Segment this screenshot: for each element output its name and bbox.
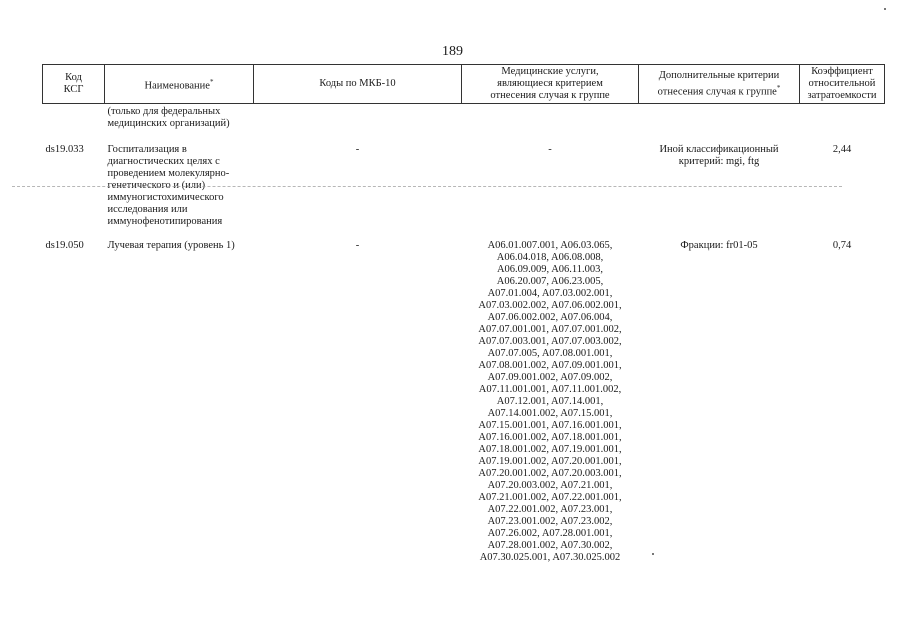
cell-line: - [548, 144, 552, 155]
row-name [105, 228, 254, 564]
row-coefficient: 2,44 [832, 144, 852, 155]
row-name [105, 104, 254, 131]
table-header [43, 65, 885, 104]
cell-line: A07.07.003.001, A07.07.003.002, [478, 336, 622, 347]
tariff-table [42, 64, 885, 564]
row-mkb: - [355, 144, 360, 155]
cell-line: исследования или [107, 204, 188, 215]
cell-line: A07.22.001.002, A07.23.001, [487, 504, 613, 515]
cell-line: иммуногистохимического [107, 192, 224, 203]
row-coefficient: 0,74 [832, 240, 852, 251]
cell-line: медицинских организаций) [107, 118, 230, 129]
cell-line: A07.20.003.002, A07.21.001, [487, 480, 613, 491]
cell-line: A07.01.004, A07.03.002.001, [487, 288, 613, 299]
cell-line: диагностических целях с [107, 156, 220, 167]
cell-line: A07.21.001.002, A07.22.001.001, [478, 492, 622, 503]
scan-artifact-dot [884, 8, 886, 10]
cell-line: A07.26.002, A07.28.001.001, [487, 528, 613, 539]
cell-line: A06.20.007, A06.23.005, [496, 276, 604, 287]
cell-line: A06.09.009, A06.11.003, [496, 264, 604, 275]
row-services [462, 104, 639, 131]
cell-line: Иной классификационный [659, 144, 779, 155]
cell-line: Госпитализация в [107, 144, 187, 155]
cell-line: A07.09.001.002, A07.09.002, [487, 372, 613, 383]
row-services [462, 130, 639, 228]
cell-line: A07.11.001.001, A07.11.001.002, [478, 384, 622, 395]
header-coefficient: Коэффициент относительной затратоемкости [800, 65, 885, 104]
cell-line: критерий: mgi, ftg [678, 156, 760, 167]
row-code: ds19.033 [45, 144, 84, 155]
cell-line: A07.30.025.001, A07.30.025.002 [479, 552, 621, 563]
cell-line: A07.07.005, A07.08.001.001, [487, 348, 613, 359]
cell-line: A07.07.001.001, A07.07.001.002, [478, 324, 622, 335]
header-code: Код КСГ [43, 65, 105, 104]
table-row [43, 104, 885, 131]
cell-line: A07.28.001.002, A07.30.002, [487, 540, 613, 551]
row-mkb [254, 104, 462, 131]
table-row [43, 228, 885, 564]
header-name: Наименование* [105, 65, 254, 104]
cell-line: A07.18.001.002, A07.19.001.001, [478, 444, 622, 455]
scan-artifact-dot [652, 553, 654, 555]
cell-line: проведением молекулярно- [107, 168, 230, 179]
row-criteria [639, 104, 800, 131]
cell-line: A07.12.001, A07.14.001, [496, 396, 604, 407]
cell-line: A06.04.018, A06.08.008, [496, 252, 604, 263]
row-code: ds19.050 [45, 240, 84, 251]
row-code [43, 104, 105, 131]
header-mkb: Коды по МКБ-10 [254, 65, 462, 104]
cell-line: A07.23.001.002, A07.23.002, [487, 516, 613, 527]
cell-line: иммунофенотипирования [107, 216, 223, 227]
scan-artifact-line [12, 186, 842, 189]
table-row [43, 130, 885, 228]
header-services: Медицинские услуги, являющиеся критерием отнесения случая к группе [462, 65, 639, 104]
cell-line: A07.14.001.002, A07.15.001, [487, 408, 613, 419]
cell-line: A07.19.001.002, A07.20.001.001, [478, 456, 622, 467]
cell-line: генетического и (или) [107, 180, 206, 191]
cell-line: A06.01.007.001, A06.03.065, [487, 240, 613, 251]
row-criteria [639, 130, 800, 228]
row-criteria [639, 228, 800, 564]
cell-line: Фракции: fr01-05 [680, 240, 758, 251]
cell-line: A07.08.001.002, A07.09.001.001, [478, 360, 622, 371]
row-coefficient [800, 104, 885, 131]
cell-line: A07.03.002.002, A07.06.002.001, [478, 300, 622, 311]
page-number: 189 [442, 44, 463, 59]
cell-line: A07.20.001.002, A07.20.003.001, [478, 468, 622, 479]
cell-line: (только для федеральных [107, 106, 221, 117]
header-criteria: Дополнительные критерии отнесения случая к группе* [639, 65, 800, 104]
cell-line: A07.15.001.001, A07.16.001.001, [478, 420, 622, 431]
row-services [462, 228, 639, 564]
cell-line: A07.06.002.002, A07.06.004, [487, 312, 613, 323]
cell-line: Лучевая терапия (уровень 1) [107, 240, 235, 251]
cell-line: A07.16.001.002, A07.18.001.001, [478, 432, 622, 443]
row-name [105, 130, 254, 228]
row-mkb: - [355, 240, 360, 251]
